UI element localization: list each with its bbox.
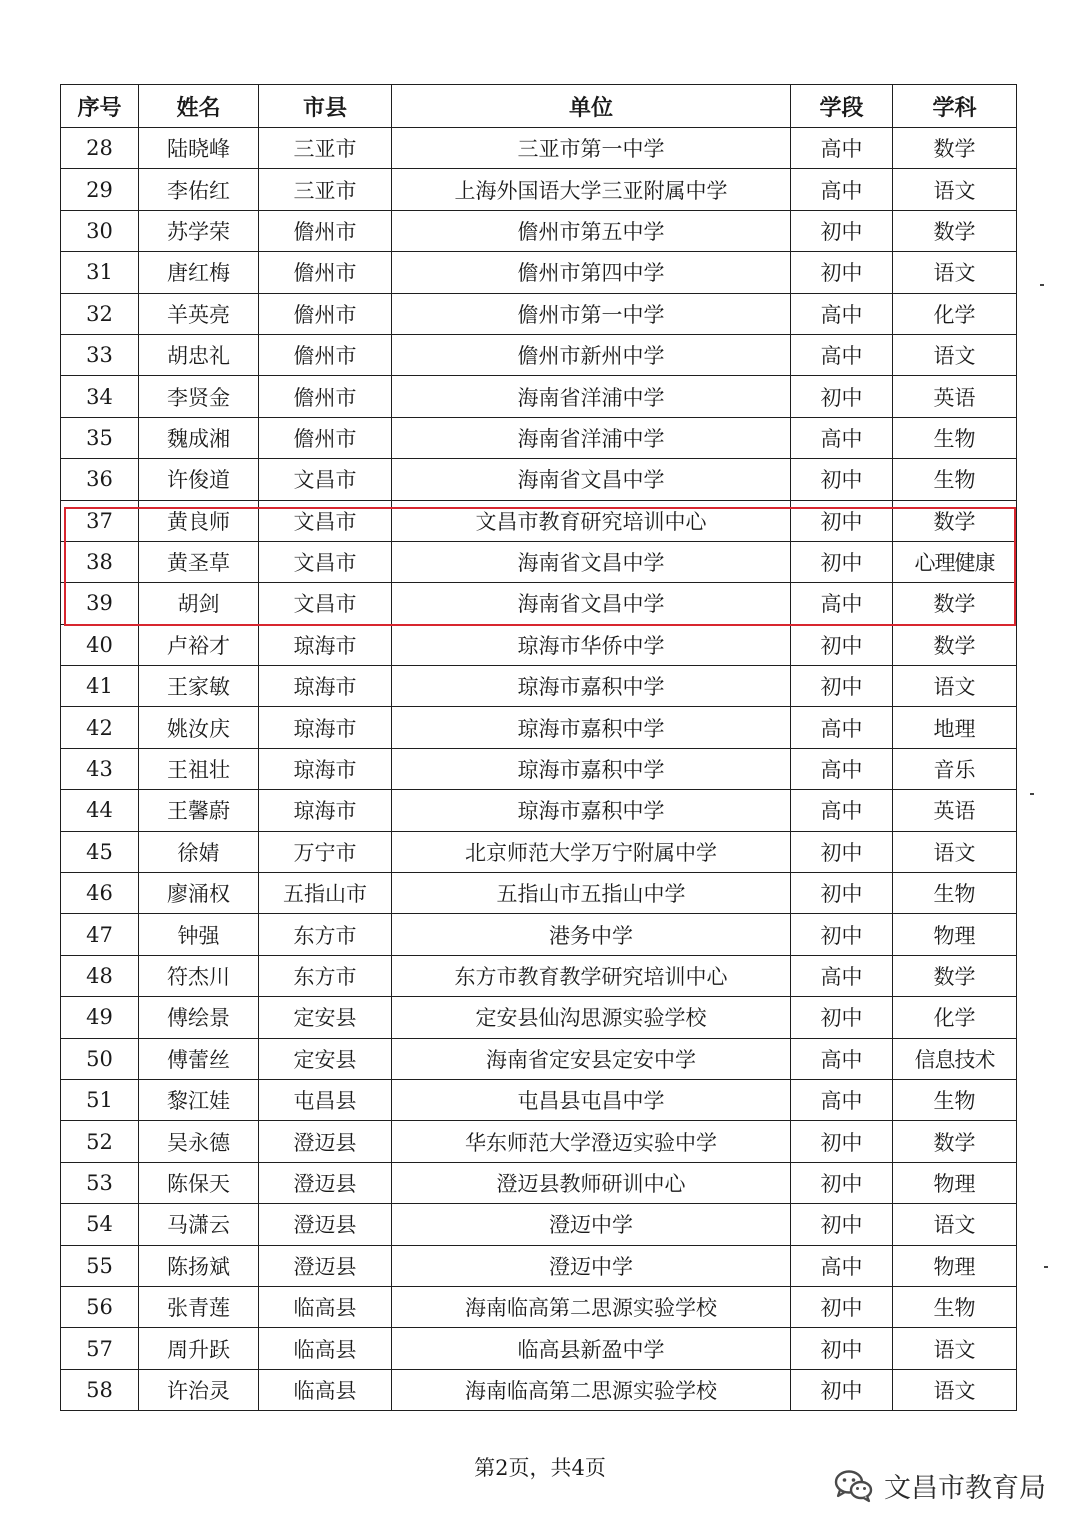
cell-index: 51 [61, 1079, 139, 1120]
cell-stage: 初中 [791, 210, 893, 251]
table-row [61, 1245, 1017, 1286]
header-unit: 单位 [392, 85, 791, 128]
cell-stage: 高中 [791, 1079, 893, 1120]
cell-index: 34 [61, 376, 139, 417]
cell-index: 57 [61, 1328, 139, 1369]
cell-stage: 初中 [791, 1121, 893, 1162]
cell-unit: 琼海市嘉积中学 [392, 790, 791, 831]
cell-stage: 初中 [791, 541, 893, 582]
cell-stage: 高中 [791, 293, 893, 334]
cell-name: 陈扬斌 [139, 1245, 259, 1286]
cell-city: 临高县 [259, 1286, 392, 1327]
cell-unit: 琼海市华侨中学 [392, 624, 791, 665]
cell-name: 钟强 [139, 914, 259, 955]
cell-subject: 数学 [893, 500, 1017, 541]
cell-unit: 文昌市教育研究培训中心 [392, 500, 791, 541]
cell-stage: 高中 [791, 790, 893, 831]
cell-city: 儋州市 [259, 334, 392, 375]
cell-index: 44 [61, 790, 139, 831]
cell-name: 胡忠礼 [139, 334, 259, 375]
cell-index: 42 [61, 707, 139, 748]
cell-city: 澄迈县 [259, 1245, 392, 1286]
cell-unit: 北京师范大学万宁附属中学 [392, 831, 791, 872]
cell-subject: 数学 [893, 583, 1017, 624]
cell-subject: 数学 [893, 624, 1017, 665]
table-row [61, 459, 1017, 500]
cell-index: 56 [61, 1286, 139, 1327]
cell-stage: 初中 [791, 500, 893, 541]
cell-unit: 澄迈中学 [392, 1204, 791, 1245]
header-stage: 学段 [791, 85, 893, 128]
cell-index: 31 [61, 252, 139, 293]
cell-stage: 高中 [791, 583, 893, 624]
cell-name: 唐红梅 [139, 252, 259, 293]
cell-city: 文昌市 [259, 500, 392, 541]
cell-subject: 数学 [893, 128, 1017, 169]
cell-stage: 高中 [791, 1245, 893, 1286]
table-row [61, 748, 1017, 789]
cell-name: 马潇云 [139, 1204, 259, 1245]
cell-index: 36 [61, 459, 139, 500]
cell-city: 文昌市 [259, 541, 392, 582]
cell-stage: 初中 [791, 1328, 893, 1369]
cell-name: 李佑红 [139, 169, 259, 210]
header-city: 市县 [259, 85, 392, 128]
cell-index: 35 [61, 417, 139, 458]
cell-name: 王家敏 [139, 666, 259, 707]
cell-city: 琼海市 [259, 707, 392, 748]
table-body [61, 128, 1017, 1411]
cell-index: 40 [61, 624, 139, 665]
cell-index: 28 [61, 128, 139, 169]
cell-subject: 语文 [893, 169, 1017, 210]
cell-subject: 生物 [893, 1079, 1017, 1120]
cell-city: 东方市 [259, 955, 392, 996]
cell-index: 50 [61, 1038, 139, 1079]
cell-name: 黎江娃 [139, 1079, 259, 1120]
cell-stage: 初中 [791, 914, 893, 955]
cell-name: 傅蕾丝 [139, 1038, 259, 1079]
account-name: 文昌市教育局 [884, 1473, 1046, 1504]
cell-name: 羊英亮 [139, 293, 259, 334]
cell-city: 儋州市 [259, 417, 392, 458]
cell-name: 姚汝庆 [139, 707, 259, 748]
cell-index: 33 [61, 334, 139, 375]
cell-unit: 澄迈中学 [392, 1245, 791, 1286]
cell-unit: 上海外国语大学三亚附属中学 [392, 169, 791, 210]
cell-unit: 定安县仙沟思源实验学校 [392, 997, 791, 1038]
cell-subject: 语文 [893, 831, 1017, 872]
header-name: 姓名 [139, 85, 259, 128]
cell-subject: 数学 [893, 955, 1017, 996]
cell-index: 37 [61, 500, 139, 541]
cell-city: 临高县 [259, 1328, 392, 1369]
cell-subject: 数学 [893, 210, 1017, 251]
cell-stage: 高中 [791, 1038, 893, 1079]
cell-subject: 生物 [893, 459, 1017, 500]
cell-stage: 高中 [791, 955, 893, 996]
cell-city: 澄迈县 [259, 1162, 392, 1203]
cell-stage: 初中 [791, 1204, 893, 1245]
cell-index: 48 [61, 955, 139, 996]
cell-unit: 海南省文昌中学 [392, 541, 791, 582]
cell-city: 琼海市 [259, 790, 392, 831]
scan-speck [1040, 284, 1044, 286]
cell-subject: 化学 [893, 997, 1017, 1038]
cell-name: 徐婧 [139, 831, 259, 872]
table-row [61, 417, 1017, 458]
cell-unit: 海南省定安县定安中学 [392, 1038, 791, 1079]
table-row [61, 1204, 1017, 1245]
cell-subject: 语文 [893, 1204, 1017, 1245]
table-row [61, 169, 1017, 210]
cell-subject: 生物 [893, 1286, 1017, 1327]
cell-name: 傅绘景 [139, 997, 259, 1038]
cell-city: 琼海市 [259, 666, 392, 707]
table-row [61, 1038, 1017, 1079]
scan-speck [1044, 1266, 1048, 1268]
table-header-row [61, 85, 1017, 128]
cell-city: 定安县 [259, 1038, 392, 1079]
cell-subject: 语文 [893, 1328, 1017, 1369]
cell-unit: 海南临高第二思源实验学校 [392, 1369, 791, 1410]
cell-stage: 高中 [791, 128, 893, 169]
cell-unit: 琼海市嘉积中学 [392, 666, 791, 707]
cell-stage: 初中 [791, 1286, 893, 1327]
cell-city: 琼海市 [259, 748, 392, 789]
cell-unit: 华东师范大学澄迈实验中学 [392, 1121, 791, 1162]
cell-unit: 海南省洋浦中学 [392, 376, 791, 417]
cell-index: 29 [61, 169, 139, 210]
cell-subject: 物理 [893, 1245, 1017, 1286]
cell-city: 临高县 [259, 1369, 392, 1410]
cell-unit: 海南省洋浦中学 [392, 417, 791, 458]
roster-table [60, 84, 1017, 1411]
cell-unit: 港务中学 [392, 914, 791, 955]
cell-city: 屯昌县 [259, 1079, 392, 1120]
cell-stage: 初中 [791, 873, 893, 914]
cell-index: 43 [61, 748, 139, 789]
cell-city: 五指山市 [259, 873, 392, 914]
table-row [61, 1121, 1017, 1162]
cell-unit: 海南省文昌中学 [392, 583, 791, 624]
cell-stage: 初中 [791, 459, 893, 500]
cell-unit: 儋州市新州中学 [392, 334, 791, 375]
cell-subject: 生物 [893, 417, 1017, 458]
cell-unit: 海南临高第二思源实验学校 [392, 1286, 791, 1327]
cell-unit: 三亚市第一中学 [392, 128, 791, 169]
cell-name: 王祖壮 [139, 748, 259, 789]
table-row [61, 914, 1017, 955]
cell-index: 32 [61, 293, 139, 334]
roster-sheet [60, 84, 1016, 1411]
table-row [61, 1286, 1017, 1327]
cell-stage: 初中 [791, 1369, 893, 1410]
table-row [61, 252, 1017, 293]
cell-city: 儋州市 [259, 293, 392, 334]
cell-unit: 儋州市第五中学 [392, 210, 791, 251]
cell-subject: 英语 [893, 790, 1017, 831]
table-row [61, 541, 1017, 582]
cell-city: 文昌市 [259, 583, 392, 624]
cell-city: 澄迈县 [259, 1121, 392, 1162]
cell-subject: 信息技术 [893, 1038, 1017, 1079]
table-row [61, 376, 1017, 417]
cell-stage: 初中 [791, 624, 893, 665]
cell-subject: 音乐 [893, 748, 1017, 789]
cell-index: 38 [61, 541, 139, 582]
cell-city: 三亚市 [259, 169, 392, 210]
cell-unit: 屯昌县屯昌中学 [392, 1079, 791, 1120]
cell-stage: 初中 [791, 831, 893, 872]
cell-stage: 高中 [791, 334, 893, 375]
cell-subject: 物理 [893, 1162, 1017, 1203]
cell-index: 52 [61, 1121, 139, 1162]
cell-name: 魏成湘 [139, 417, 259, 458]
table-row [61, 707, 1017, 748]
cell-unit: 澄迈县教师研训中心 [392, 1162, 791, 1203]
cell-index: 55 [61, 1245, 139, 1286]
cell-index: 41 [61, 666, 139, 707]
page-number: 第2页，共4页 [474, 1456, 606, 1480]
cell-city: 文昌市 [259, 459, 392, 500]
cell-subject: 物理 [893, 914, 1017, 955]
cell-subject: 地理 [893, 707, 1017, 748]
cell-name: 苏学荣 [139, 210, 259, 251]
cell-city: 万宁市 [259, 831, 392, 872]
cell-stage: 初中 [791, 376, 893, 417]
cell-name: 卢裕才 [139, 624, 259, 665]
scan-speck [1030, 793, 1034, 795]
cell-unit: 海南省文昌中学 [392, 459, 791, 500]
cell-stage: 初中 [791, 666, 893, 707]
cell-stage: 高中 [791, 169, 893, 210]
table-row [61, 955, 1017, 996]
cell-stage: 初中 [791, 252, 893, 293]
cell-city: 澄迈县 [259, 1204, 392, 1245]
table-row [61, 583, 1017, 624]
table-row [61, 1162, 1017, 1203]
cell-stage: 高中 [791, 707, 893, 748]
header-index: 序号 [61, 85, 139, 128]
cell-name: 陆晓峰 [139, 128, 259, 169]
cell-name: 符杰川 [139, 955, 259, 996]
cell-city: 三亚市 [259, 128, 392, 169]
cell-name: 吴永德 [139, 1121, 259, 1162]
cell-stage: 初中 [791, 1162, 893, 1203]
cell-subject: 语文 [893, 252, 1017, 293]
table-row [61, 1328, 1017, 1369]
cell-subject: 化学 [893, 293, 1017, 334]
table-row [61, 334, 1017, 375]
cell-name: 陈保天 [139, 1162, 259, 1203]
cell-index: 47 [61, 914, 139, 955]
cell-name: 张青莲 [139, 1286, 259, 1327]
header-subject: 学科 [893, 85, 1017, 128]
cell-name: 许俊道 [139, 459, 259, 500]
cell-unit: 东方市教育教学研究培训中心 [392, 955, 791, 996]
table-row [61, 1079, 1017, 1120]
cell-index: 53 [61, 1162, 139, 1203]
cell-name: 许治灵 [139, 1369, 259, 1410]
cell-unit: 儋州市第一中学 [392, 293, 791, 334]
cell-stage: 高中 [791, 748, 893, 789]
table-row [61, 790, 1017, 831]
cell-name: 李贤金 [139, 376, 259, 417]
cell-subject: 语文 [893, 1369, 1017, 1410]
table-row [61, 293, 1017, 334]
cell-index: 30 [61, 210, 139, 251]
cell-index: 49 [61, 997, 139, 1038]
cell-unit: 琼海市嘉积中学 [392, 748, 791, 789]
cell-unit: 临高县新盈中学 [392, 1328, 791, 1369]
cell-subject: 生物 [893, 873, 1017, 914]
cell-unit: 儋州市第四中学 [392, 252, 791, 293]
cell-unit: 五指山市五指山中学 [392, 873, 791, 914]
cell-index: 46 [61, 873, 139, 914]
table-row [61, 666, 1017, 707]
table-row [61, 997, 1017, 1038]
cell-index: 54 [61, 1204, 139, 1245]
table-row [61, 210, 1017, 251]
cell-subject: 语文 [893, 666, 1017, 707]
cell-name: 王馨蔚 [139, 790, 259, 831]
cell-city: 琼海市 [259, 624, 392, 665]
table-row [61, 873, 1017, 914]
cell-city: 定安县 [259, 997, 392, 1038]
table-row [61, 128, 1017, 169]
cell-index: 58 [61, 1369, 139, 1410]
cell-name: 黄圣草 [139, 541, 259, 582]
cell-city: 儋州市 [259, 252, 392, 293]
table-row [61, 831, 1017, 872]
watermark [834, 1466, 1046, 1505]
cell-subject: 英语 [893, 376, 1017, 417]
cell-subject: 数学 [893, 1121, 1017, 1162]
cell-city: 儋州市 [259, 210, 392, 251]
cell-stage: 高中 [791, 417, 893, 458]
cell-unit: 琼海市嘉积中学 [392, 707, 791, 748]
wechat-icon [834, 1469, 874, 1503]
cell-subject: 心理健康 [893, 541, 1017, 582]
table-row [61, 624, 1017, 665]
cell-city: 儋州市 [259, 376, 392, 417]
cell-subject: 语文 [893, 334, 1017, 375]
cell-city: 东方市 [259, 914, 392, 955]
table-row [61, 500, 1017, 541]
table-row [61, 1369, 1017, 1410]
cell-name: 廖涌权 [139, 873, 259, 914]
cell-index: 39 [61, 583, 139, 624]
cell-name: 黄良师 [139, 500, 259, 541]
cell-stage: 初中 [791, 997, 893, 1038]
cell-name: 胡剑 [139, 583, 259, 624]
cell-index: 45 [61, 831, 139, 872]
cell-name: 周升跃 [139, 1328, 259, 1369]
